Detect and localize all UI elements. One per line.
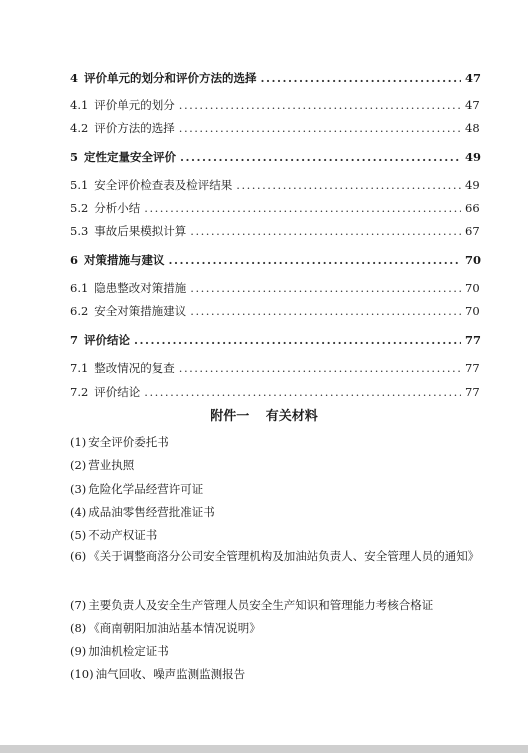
dot-leader	[190, 304, 461, 318]
toc-number: 5.1	[70, 178, 89, 192]
appendix-item-index: (9)	[70, 644, 87, 658]
appendix-item	[70, 458, 480, 472]
dot-leader	[179, 361, 461, 375]
dot-leader	[190, 224, 461, 238]
appendix-item	[70, 482, 480, 496]
appendix-item-index: (5)	[70, 528, 87, 542]
appendix-heading	[0, 409, 528, 425]
appendix-item-index: (10)	[70, 667, 94, 681]
toc-entry-chapter-7[interactable]	[70, 333, 482, 347]
dot-leader	[134, 333, 461, 347]
dot-leader	[144, 385, 461, 399]
appendix-item-text: 主要负责人及安全生产管理人员安全生产知识和管理能力考核合格证	[88, 598, 434, 612]
toc-title: 对策措施与建议	[84, 253, 165, 267]
toc-title: 定性定量安全评价	[84, 150, 177, 164]
toc-entry-7-1[interactable]	[70, 361, 479, 375]
appendix-item	[70, 545, 480, 568]
toc-page-number: 47	[465, 71, 482, 85]
appendix-item-text: 《商南朝阳加油站基本情况说明》	[88, 621, 261, 635]
appendix-item-text: 加油机检定证书	[88, 644, 169, 658]
toc-title: 安全对策措施建议	[94, 304, 187, 318]
toc-entry-6-2[interactable]	[70, 304, 479, 318]
appendix-item-text: 危险化学品经营许可证	[88, 482, 204, 496]
appendix-item-text: 不动产权证书	[88, 528, 158, 542]
dot-leader	[179, 98, 461, 112]
toc-entry-chapter-6[interactable]	[70, 253, 482, 267]
dot-leader	[179, 121, 461, 135]
toc-title: 评价结论	[94, 385, 141, 399]
toc-number: 7.1	[70, 361, 89, 375]
toc-entry-5-3[interactable]	[70, 224, 479, 238]
toc-entry-4-1[interactable]	[70, 98, 479, 112]
toc-title: 事故后果模拟计算	[94, 224, 187, 238]
toc-number: 6.1	[70, 281, 89, 295]
appendix-item-text: 营业执照	[88, 458, 135, 472]
toc-number: 7.2	[70, 385, 89, 399]
appendix-item-text: 安全评价委托书	[88, 435, 169, 449]
toc-page-number: 70	[465, 281, 480, 295]
appendix-item-text: 成品油零售经营批准证书	[88, 505, 215, 519]
toc-title: 整改情况的复查	[94, 361, 175, 375]
toc-number: 4	[70, 71, 79, 85]
toc-page-number: 67	[465, 224, 480, 238]
appendix-item	[70, 598, 480, 612]
toc-number: 5.2	[70, 201, 89, 215]
toc-title: 安全评价检查表及检评结果	[94, 178, 233, 192]
toc-page-number: 77	[465, 385, 480, 399]
toc-entry-chapter-5[interactable]	[70, 150, 482, 164]
appendix-item-text: 油气回收、噪声监测监测报告	[95, 667, 246, 681]
dot-leader	[261, 71, 461, 85]
toc-page-number: 70	[465, 304, 480, 318]
dot-leader	[236, 178, 461, 192]
toc-page-number: 47	[465, 98, 480, 112]
page-edge	[0, 745, 528, 753]
appendix-heading-label: 附件一	[210, 409, 250, 424]
toc-entry-5-1[interactable]	[70, 178, 479, 192]
appendix-item	[70, 528, 480, 542]
toc-page-number: 77	[465, 361, 480, 375]
toc-entry-4-2[interactable]	[70, 121, 479, 135]
appendix-item	[70, 435, 480, 449]
toc-page-number: 70	[465, 253, 482, 267]
dot-leader	[144, 201, 461, 215]
toc-number: 5	[70, 150, 79, 164]
dot-leader	[190, 281, 461, 295]
appendix-item	[70, 644, 480, 658]
appendix-item-index: (2)	[70, 458, 87, 472]
toc-number: 4.2	[70, 121, 89, 135]
appendix-item-text: 《关于调整商洛分公司安全管理机构及加油站负责人、安全管理人员的通知》	[88, 549, 480, 563]
appendix-item	[70, 621, 480, 635]
toc-title: 隐患整改对策措施	[94, 281, 187, 295]
dot-leader	[169, 253, 461, 267]
toc-number: 5.3	[70, 224, 89, 238]
toc-number: 7	[70, 333, 79, 347]
toc-number: 6.2	[70, 304, 89, 318]
toc-number: 6	[70, 253, 79, 267]
appendix-item-index: (4)	[70, 505, 87, 519]
toc-title: 评价结论	[84, 333, 131, 347]
toc-number: 4.1	[70, 98, 89, 112]
toc-page-number: 49	[465, 178, 480, 192]
toc-title: 评价单元的划分和评价方法的选择	[84, 71, 257, 85]
appendix-item-index: (8)	[70, 621, 87, 635]
dot-leader	[180, 150, 461, 164]
toc-page-number: 66	[465, 201, 480, 215]
appendix-item-index: (3)	[70, 482, 87, 496]
toc-entry-6-1[interactable]	[70, 281, 479, 295]
toc-title: 评价单元的划分	[94, 98, 175, 112]
appendix-item-index: (6)	[70, 549, 87, 563]
toc-entry-chapter-4[interactable]	[70, 71, 482, 85]
toc-title: 分析小结	[94, 201, 141, 215]
appendix-item-index: (1)	[70, 435, 87, 449]
toc-page-number: 49	[465, 150, 482, 164]
toc-title: 评价方法的选择	[94, 121, 175, 135]
appendix-item	[70, 667, 480, 681]
toc-entry-5-2[interactable]	[70, 201, 479, 215]
toc-page-number: 48	[465, 121, 480, 135]
toc-entry-7-2[interactable]	[70, 385, 479, 399]
toc-page-number: 77	[465, 333, 482, 347]
appendix-item-index: (7)	[70, 598, 87, 612]
appendix-heading-text: 有关材料	[265, 409, 318, 424]
appendix-item	[70, 505, 480, 519]
